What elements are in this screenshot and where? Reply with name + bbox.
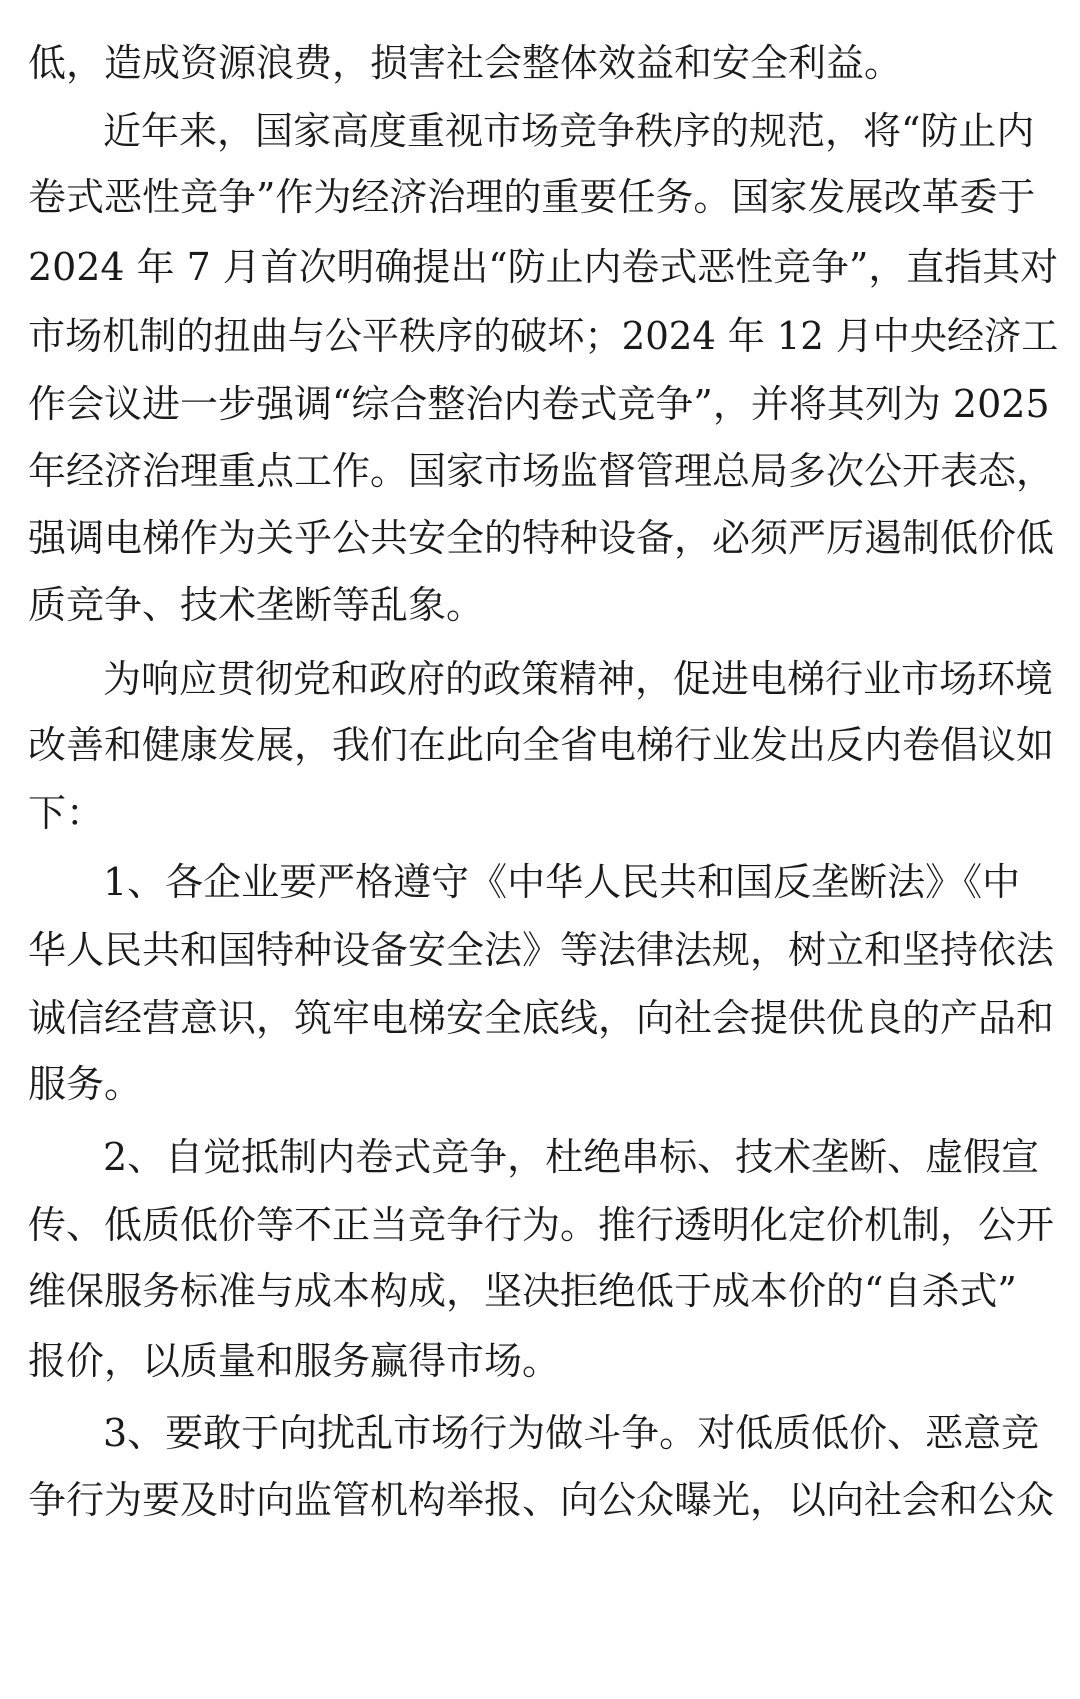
text-line	[0, 915, 1080, 985]
line-text: 传、低质低价等不正当竞争行为。推行透明化定价机制，公开	[28, 1203, 1055, 1247]
line-text: 市场机制的扭曲与公平秩序的破坏；2024 年 12 月中央经济工	[28, 314, 1059, 358]
text-line	[0, 1465, 1080, 1535]
text-line	[0, 1190, 1080, 1260]
line-text: 2024 年 7 月首次明确提出“防止内卷式恶性竞争”，直指其对	[28, 245, 1059, 289]
line-text: 低，造成资源浪费，损害社会整体效益和安全利益。	[28, 41, 903, 85]
text-line	[0, 369, 1080, 439]
text-line	[0, 644, 1080, 714]
line-text: 华人民共和国特种设备安全法》等法律法规，树立和坚持依法	[28, 928, 1055, 972]
line-text: 为响应贯彻党和政府的政策精神，促进电梯行业市场环境	[103, 657, 1054, 701]
text-line	[0, 1049, 1080, 1119]
line-text: 2、自觉抵制内卷式竞争，杜绝串标、技术垄断、虚假宣	[103, 1135, 1040, 1179]
text-line	[0, 436, 1080, 506]
line-text: 卷式恶性竞争”作为经济治理的重要任务。国家发展改革委于	[28, 175, 1036, 219]
text-line	[0, 1398, 1080, 1468]
line-text: 近年来，国家高度重视市场竞争秩序的规范，将“防止内	[103, 109, 1035, 153]
text-line	[0, 1256, 1080, 1326]
text-line	[0, 503, 1080, 573]
line-text: 服务。	[28, 1062, 143, 1106]
line-text: 下：	[28, 791, 105, 835]
line-text: 强调电梯作为关乎公共安全的特种设备，必须严厉遏制低价低	[28, 516, 1055, 560]
line-text: 争行为要及时向监管机构举报、向公众曝光，以向社会和公众	[28, 1478, 1055, 1522]
text-line	[0, 28, 1080, 98]
line-text: 改善和健康发展，我们在此向全省电梯行业发出反内卷倡议如	[28, 723, 1055, 767]
line-text: 维保服务标准与成本构成，坚决拒绝低于成本价的“自杀式”	[28, 1269, 1017, 1313]
text-line	[0, 301, 1080, 371]
line-text: 质竞争、技术垄断等乱象。	[28, 583, 485, 627]
line-text: 诚信经营意识，筑牢电梯安全底线，向社会提供优良的产品和	[28, 996, 1055, 1040]
text-line	[0, 847, 1080, 917]
text-line	[0, 710, 1080, 780]
text-line	[0, 778, 1080, 848]
text-line	[0, 162, 1080, 232]
line-text: 年经济治理重点工作。国家市场监督管理总局多次公开表态，	[28, 449, 1055, 493]
text-line	[0, 983, 1080, 1053]
text-line	[0, 1326, 1080, 1396]
line-text: 1、各企业要严格遵守《中华人民共和国反垄断法》《中	[103, 860, 1021, 904]
line-text: 作会议进一步强调“综合整治内卷式竞争”，并将其列为 2025	[28, 382, 1050, 426]
text-line	[0, 1122, 1080, 1192]
line-text: 3、要敢于向扰乱市场行为做斗争。对低质低价、恶意竞	[103, 1411, 1040, 1455]
text-line	[0, 570, 1080, 640]
text-line	[0, 96, 1080, 166]
line-text: 报价，以质量和服务赢得市场。	[28, 1339, 561, 1383]
text-line	[0, 232, 1080, 302]
